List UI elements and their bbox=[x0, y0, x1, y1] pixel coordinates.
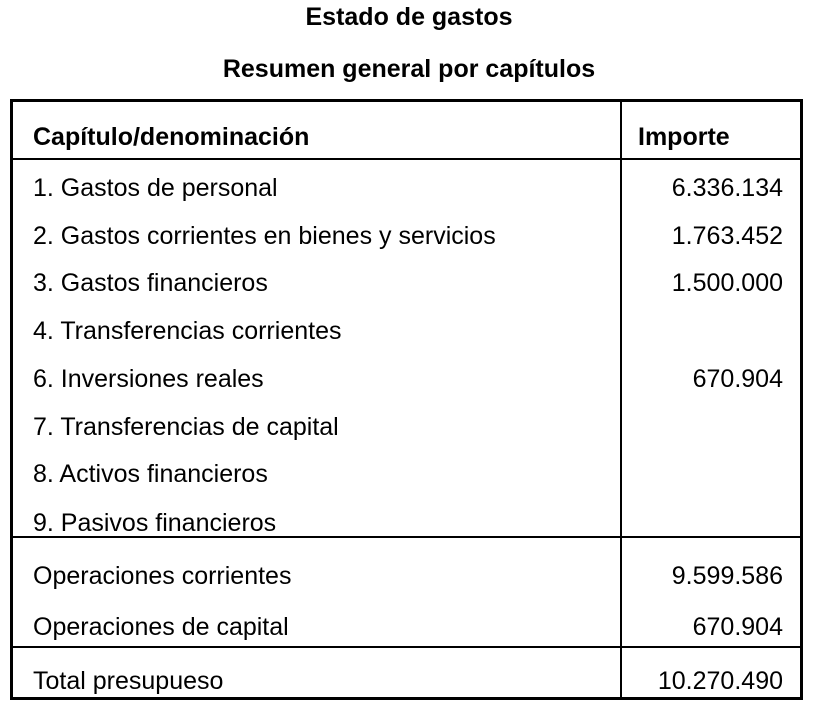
chapter-label: 9. Pasivos financieros bbox=[33, 509, 277, 537]
chapter-label: 2. Gastos corrientes en bienes y servicios bbox=[33, 222, 496, 250]
header-amount: Importe bbox=[638, 123, 730, 151]
header-divider bbox=[13, 158, 800, 160]
document-title: Estado de gastos bbox=[305, 3, 513, 31]
subtotal-label: Operaciones corrientes bbox=[33, 562, 292, 590]
total-label: Total presupueso bbox=[33, 667, 224, 695]
subtotal-amount: 670.904 bbox=[692, 613, 783, 641]
chapter-label: 4. Transferencias corrientes bbox=[33, 317, 342, 345]
chapter-amount: 1.763.452 bbox=[671, 222, 783, 250]
chapter-amount: 670.904 bbox=[692, 365, 783, 393]
column-divider bbox=[620, 102, 622, 697]
total-amount: 10.270.490 bbox=[657, 667, 783, 695]
expense-summary-table bbox=[10, 99, 803, 700]
chapter-label: 6. Inversiones reales bbox=[33, 365, 264, 393]
chapter-label: 1. Gastos de personal bbox=[33, 174, 278, 202]
document-subtitle: Resumen general por capítulos bbox=[222, 55, 596, 83]
chapter-label: 7. Transferencias de capital bbox=[33, 413, 339, 441]
total-divider bbox=[13, 646, 800, 648]
chapter-amount: 1.500.000 bbox=[671, 269, 783, 297]
header-label: Capítulo/denominación bbox=[33, 123, 310, 151]
subtotal-amount: 9.599.586 bbox=[671, 562, 783, 590]
chapter-amount: 6.336.134 bbox=[671, 174, 783, 202]
chapter-label: 8. Activos financieros bbox=[33, 460, 268, 488]
chapter-label: 3. Gastos financieros bbox=[33, 269, 268, 297]
subtotal-label: Operaciones de capital bbox=[33, 613, 289, 641]
